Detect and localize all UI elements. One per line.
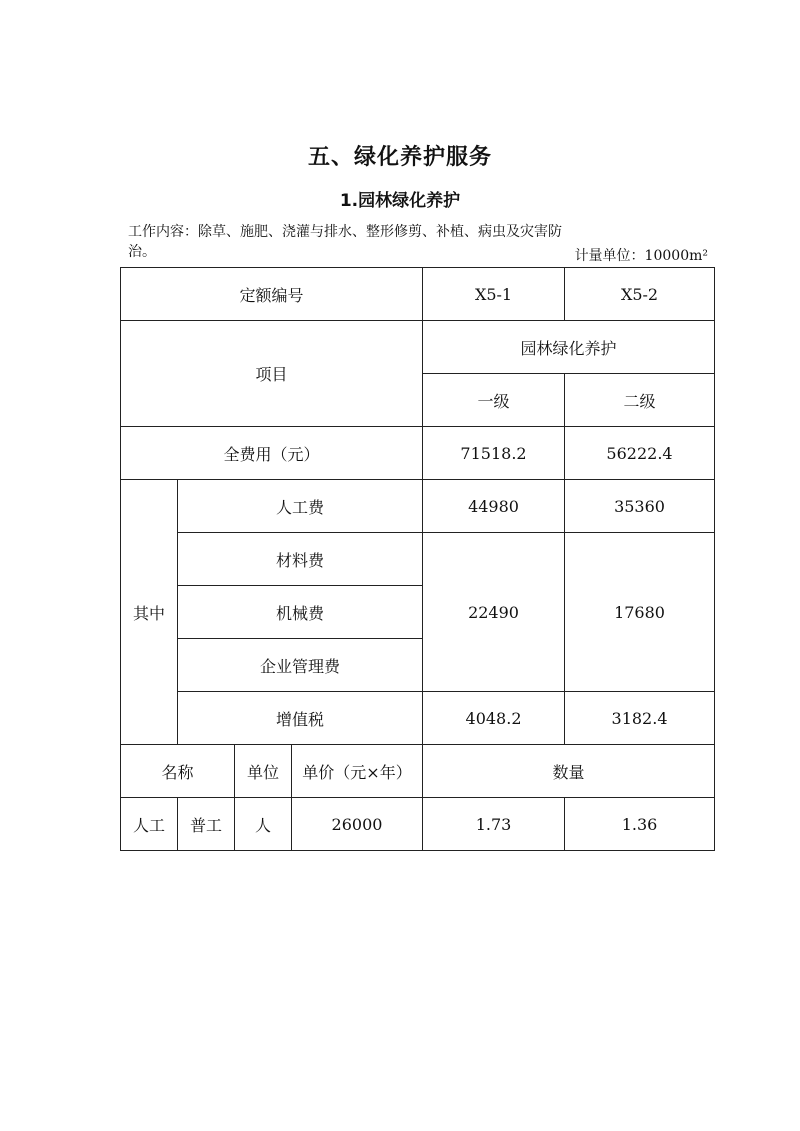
section-title: 五、绿化养护服务 — [307, 145, 492, 170]
labor-value-1: 44980 — [423, 480, 565, 533]
combined-value-1: 22490 — [423, 533, 565, 692]
grade-1: 一级 — [423, 374, 565, 427]
total-row — [121, 427, 715, 480]
total-value-1: 71518.2 — [423, 427, 565, 480]
labor-row — [121, 480, 715, 533]
resource-unit-header: 单位 — [235, 745, 292, 798]
category-row — [121, 321, 715, 374]
material-label: 材料费 — [178, 533, 423, 586]
unit-note: 计量单位：10000m² — [574, 248, 708, 264]
code-x5-1: X5-1 — [423, 268, 565, 321]
work-content: 工作内容：除草、施肥、浇灌与排水、整形修剪、补植、病虫及灾害防治。 — [128, 224, 562, 260]
resource-name-header: 名称 — [121, 745, 235, 798]
vat-row — [121, 692, 715, 745]
labor-value-2: 35360 — [565, 480, 715, 533]
category-label: 园林绿化养护 — [423, 321, 715, 374]
resource-quantity-1: 1.73 — [423, 798, 565, 851]
resource-price-header: 单价（元×年） — [292, 745, 423, 798]
management-label: 企业管理费 — [178, 639, 423, 692]
resource-unit: 人 — [235, 798, 292, 851]
vat-value-1: 4048.2 — [423, 692, 565, 745]
code-x5-2: X5-2 — [565, 268, 715, 321]
resource-name: 普工 — [178, 798, 235, 851]
code-label: 定额编号 — [121, 268, 423, 321]
quota-table — [120, 267, 715, 851]
breakdown-label: 其中 — [121, 480, 178, 745]
vat-label: 增值税 — [178, 692, 423, 745]
total-label: 全费用（元） — [121, 427, 423, 480]
resource-row — [121, 798, 715, 851]
resource-quantity-2: 1.36 — [565, 798, 715, 851]
sub-title: 1.园林绿化养护 — [339, 191, 461, 211]
resource-unit-price: 26000 — [292, 798, 423, 851]
total-value-2: 56222.4 — [565, 427, 715, 480]
resource-header-row — [121, 745, 715, 798]
machinery-label: 机械费 — [178, 586, 423, 639]
grade-2: 二级 — [565, 374, 715, 427]
material-row — [121, 533, 715, 586]
resource-quantity-header: 数量 — [423, 745, 715, 798]
resource-category: 人工 — [121, 798, 178, 851]
item-label: 项目 — [121, 321, 423, 427]
code-row — [121, 268, 715, 321]
vat-value-2: 3182.4 — [565, 692, 715, 745]
labor-label: 人工费 — [178, 480, 423, 533]
combined-value-2: 17680 — [565, 533, 715, 692]
